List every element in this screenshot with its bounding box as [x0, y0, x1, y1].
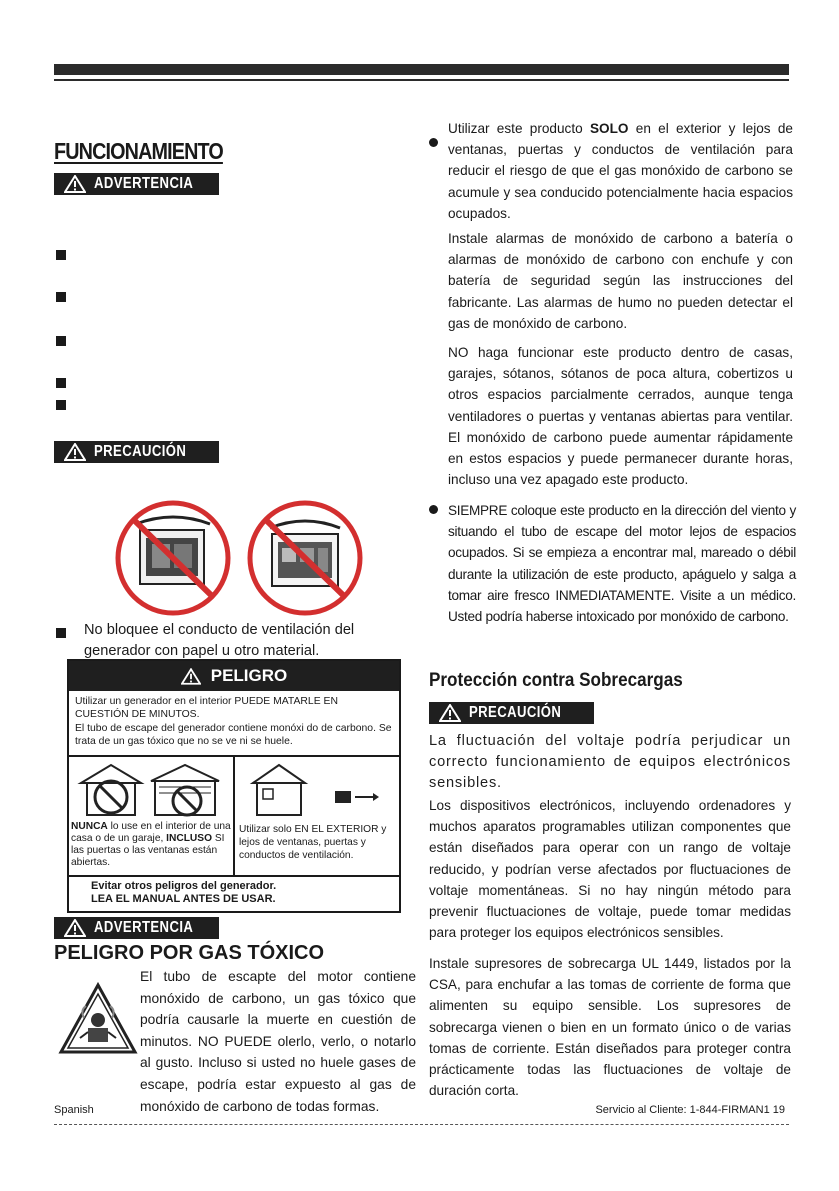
even-rest: SI las puertas o las ventanas están abiertas.	[71, 833, 225, 868]
danger-footer-line-2: LEA EL MANUAL ANTES DE USAR.	[91, 893, 276, 905]
outdoor-only-icon	[249, 761, 389, 819]
outdoor-only-post: en el exterior y lejos de ventanas, puertas y conductos de ventilación para reducir el riesgo de que el gas monóxido de carbono se acumule y sea conducido potencialmente hacia espacios ocupados.	[448, 121, 793, 221]
footer-service: Servicio al Cliente: 1-844-FIRMAN1 19	[595, 1104, 785, 1116]
header-bar	[54, 64, 789, 75]
bullet-square	[56, 250, 66, 260]
toxic-warning-label: ADVERTENCIA	[94, 919, 194, 936]
protection-caution-badge	[429, 702, 594, 724]
even-bold: INCLUSO	[166, 833, 212, 844]
protection-intro: La fluctuación del voltaje podría perjudicar un correcto funcionamiento de equipos electrónicos sensibles.	[429, 733, 791, 791]
danger-line-2: El tubo de escape del generador contiene monóxi do de carbono. Se trata de un gas tóxico que no se ve ni se huele.	[75, 723, 392, 747]
toxic-gas-title: PELIGRO POR GAS TÓXICO	[54, 942, 325, 964]
warning-triangle-icon	[181, 668, 201, 685]
outdoor-only-pre: Utilizar este producto	[448, 121, 590, 136]
outdoor-text: Utilizar solo EN EL EXTERIOR y lejos de ventanas, puertas y conductos de ventilación.	[239, 824, 387, 861]
toxic-gas-warning-icon	[58, 982, 138, 1056]
warning-triangle-icon	[439, 704, 461, 722]
bullet-square	[56, 400, 66, 410]
ventilation-note: No bloquee el conducto de ventilación del generador con papel u otro material.	[84, 622, 355, 660]
toxic-gas-body: El tubo de escapte del motor contiene monóxido de carbono, un gas tóxico que podría causarle la muerte en cuestión de minutos. NO PUEDE olerlo, verlo, o notarlo al gusto. Incluso si usted no huele gases de escape, podría estar expuesto al gas de monóxido de carbono de todas formas.	[140, 969, 416, 1114]
header-rule	[54, 79, 789, 81]
no-blocked-vent-illustration	[114, 500, 370, 618]
warning-triangle-icon	[64, 443, 86, 461]
downwind-paragraph: SIEMPRE coloque este producto en la dirección del viento y situando el tubo de escape del motor lejos de espacios ocupados. Si se empieza a encontrar mal, mareado o débil durante la utilización de este producto, apáguelo y salga a tomar aire fresco INMEDIATAMENTE. Visite a un médico. Usted podría haberse intoxicado por monóxido de carbono.	[448, 503, 796, 625]
warning-triangle-icon	[64, 175, 86, 193]
outdoor-only-paragraph	[448, 118, 793, 224]
no-indoor-paragraph: NO haga funcionar este producto dentro de casas, garajes, sótanos, sótanos de poca altura, cobertizos u otros espacios parcialmente cerrados, aunque tenga ventiladores o puertas y ventanas abiertas para ventilar. El monóxido de carbono puede aumentar rápidamente en estos espacios y puede permanecer durante horas, incluso una vez apagado este producto.	[448, 345, 793, 488]
warning-badge-label: ADVERTENCIA	[94, 175, 194, 192]
caution-badge-label: PRECAUCIÓN	[94, 443, 187, 460]
bullet-dot	[429, 138, 438, 147]
footer-rule	[54, 1124, 789, 1125]
protection-title: Protección contra Sobrecargas	[429, 670, 683, 691]
outdoor-only-bold: SOLO	[589, 121, 629, 136]
protection-paragraph-1: Los dispositivos electrónicos, incluyendo ordenadores y muchos aparatos programables utilizan componentes que están diseñados para operar con un rango de voltaje reducido, y podrían verse afectados por fluctuaciones de voltaje momentáneas. Si no hay ningún método para prevenir fluctuaciones de voltaje, puede tomar medidas para proteger los equipos electrónicos sensibles.	[429, 798, 791, 941]
danger-label-header	[69, 661, 399, 691]
danger-line-1: Utilizar un generador en el interior PUEDE MATARLE EN CUESTIÓN DE MINUTOS.	[75, 696, 338, 720]
bullet-dot	[429, 505, 438, 514]
section-title: FUNCIONAMIENTO	[54, 138, 223, 164]
danger-label-text	[75, 695, 393, 748]
footer-language: Spanish	[54, 1104, 94, 1116]
no-indoor-icon	[75, 761, 225, 819]
bullet-square	[56, 628, 66, 638]
warning-triangle-icon	[64, 919, 86, 937]
bullet-square	[56, 378, 66, 388]
danger-label-footer	[69, 875, 399, 911]
danger-indoor-cell	[69, 755, 235, 875]
prohibited-generator-icon	[118, 503, 228, 613]
toxic-warning-badge	[54, 917, 219, 939]
danger-outdoor-cell	[235, 755, 399, 875]
danger-footer-line-1: Evitar otros peligros del generador.	[91, 880, 277, 892]
protection-caution-label: PRECAUCIÓN	[469, 704, 562, 721]
co-alarm-paragraph: Instale alarmas de monóxido de carbono a batería o alarmas de monóxido de carbono con enchufe y con batería de seguridad según las instrucciones del fabricante. Las alarmas de humo no pueden detectar el gas de monóxido de carbono.	[448, 231, 793, 331]
danger-label-title: PELIGRO	[210, 666, 288, 685]
bullet-square	[56, 336, 66, 346]
prohibited-generator-icon	[250, 503, 360, 613]
caution-badge	[54, 441, 219, 463]
never-indoor-text	[71, 821, 231, 869]
warning-badge	[54, 173, 219, 195]
protection-paragraph-2: Instale supresores de sobrecarga UL 1449, listados por la CSA, para enchufar a las tomas de corriente de forma que alimenten su equipo sensible. Los supresores de sobrecarga vienen o bien en un formato único o de varias tomas de corriente. Están diseñados para proteger contra prácticamente todas las fluctuaciones de voltaje de duración corta.	[429, 956, 791, 1099]
never-bold: NUNCA	[71, 821, 108, 832]
never-rest: lo use en el interior de una casa o de un garaje,	[71, 821, 231, 844]
bullet-square	[56, 292, 66, 302]
danger-label	[67, 659, 401, 913]
